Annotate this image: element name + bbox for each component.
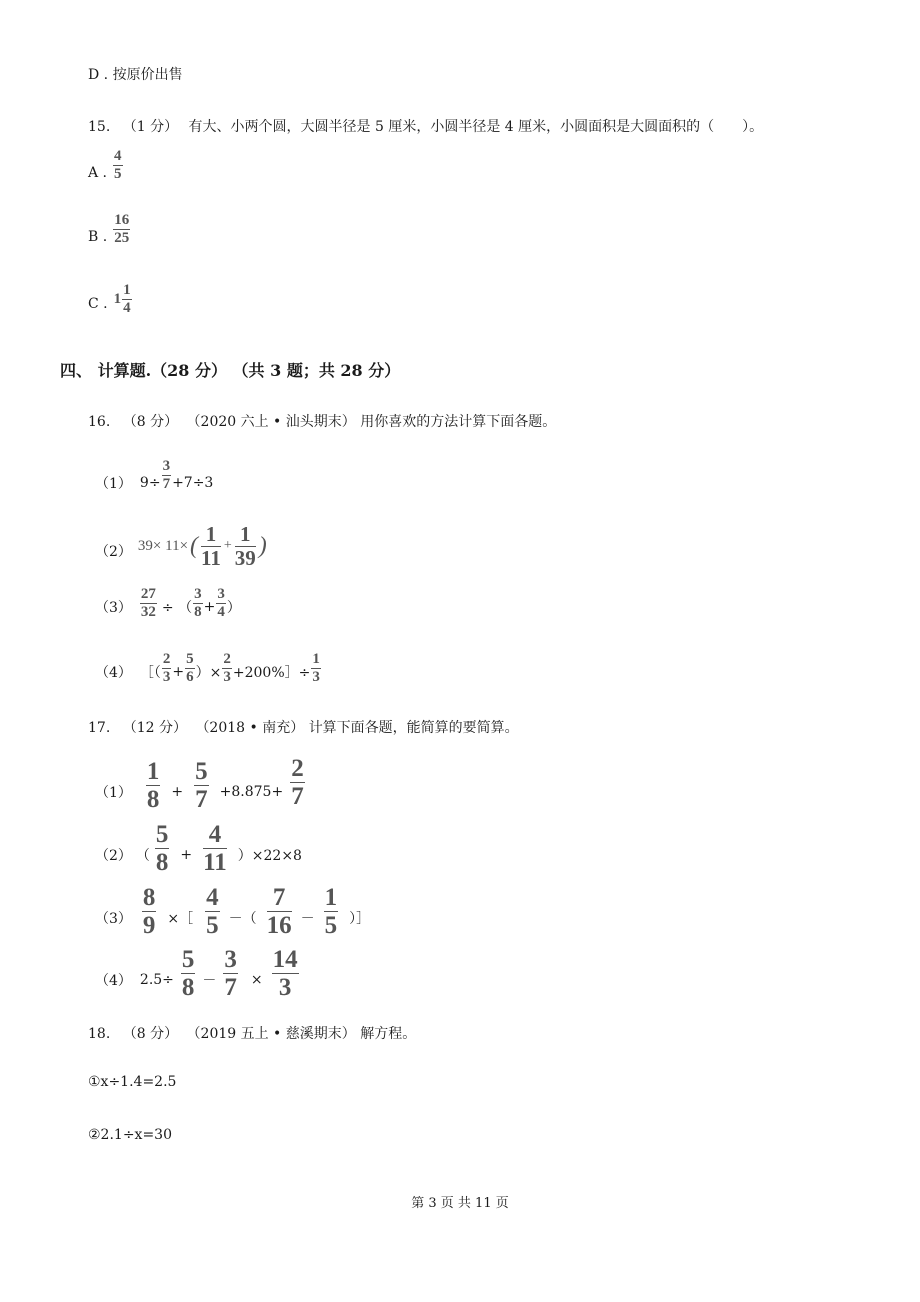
fraction: $\frac{1}{5}$ — [324, 883, 338, 939]
q16-score: （8 分） — [122, 414, 179, 430]
expr-text: +8.875+ — [219, 784, 284, 800]
q18-source: （2019 五上 • 慈溪期末） — [186, 1026, 356, 1042]
fraction: $\frac{4}{11}$ — [203, 820, 227, 876]
part-label: （4） — [95, 973, 132, 989]
fraction: $\frac{3}{7}$ — [224, 945, 237, 1001]
fraction: $\frac{3}{4}$ — [217, 585, 225, 620]
expr-text: ÷ （ — [161, 600, 193, 616]
expr-text: －（ — [228, 911, 257, 927]
q17-text: 计算下面各题，能简算的要简算。 — [308, 720, 519, 736]
section-4-title: 四、 计算题.（28 分） （共 3 题；共 28 分） — [60, 361, 401, 380]
q15-number: 15. — [88, 119, 111, 135]
operator: + — [203, 599, 216, 615]
fraction: $\frac{5}{7}$ — [195, 757, 208, 813]
question-15 — [88, 116, 763, 136]
q17-part-4 — [95, 945, 300, 1001]
q16-text: 用你喜欢的方法计算下面各题。 — [360, 414, 557, 430]
fraction: $\frac{5}{8}$ — [181, 945, 195, 1001]
fraction: $\frac{5}{8}$ — [155, 820, 169, 876]
q16-part-4 — [95, 650, 322, 694]
part-label: （3） — [95, 911, 132, 927]
expr-text: 39× 11× — [137, 537, 189, 554]
fraction: $\frac{1}{39}$ — [234, 521, 256, 570]
q17-score: （12 分） — [122, 720, 187, 736]
fraction: $\frac{7}{16}$ — [266, 883, 292, 939]
fraction: $\frac{2}{7}$ — [291, 754, 304, 810]
q15-option-a[interactable] — [88, 148, 124, 182]
question-17 — [88, 717, 519, 737]
q15-option-b[interactable] — [88, 212, 131, 246]
operator: + — [171, 784, 184, 800]
q17-part-1 — [95, 754, 306, 813]
q16-part-3 — [95, 585, 241, 629]
page-footer: 第 3 页 共 11 页 — [411, 1196, 509, 1211]
operator: + — [180, 847, 193, 863]
part-label: （4） — [95, 665, 132, 681]
fraction: $\frac{16}{25}$ — [114, 212, 130, 246]
part-label: （1） — [95, 785, 132, 801]
q16-part-2 — [95, 518, 269, 574]
q17-part-3 — [95, 883, 371, 939]
fraction: $\frac{1}{4}$ — [123, 282, 131, 316]
paren: ( — [190, 532, 199, 559]
q16-number: 16. — [88, 414, 111, 430]
expr-text: ×［ — [167, 911, 194, 927]
fraction: $\frac{8}{9}$ — [142, 883, 156, 939]
fraction: $\frac{27}{32}$ — [140, 585, 156, 620]
expr-text: +200%］÷ — [232, 665, 311, 681]
fraction: $\frac{4}{5}$ — [206, 883, 219, 939]
fraction: $\frac{1}{3}$ — [312, 650, 320, 685]
fraction: $\frac{2}{3}$ — [223, 650, 231, 685]
part-label: （1） — [95, 476, 132, 492]
q14-option-d: D . 按原价出售 — [88, 67, 183, 83]
part-label: （3） — [95, 600, 132, 616]
q15-text: 有大、小两个圆，大圆半径是 5 厘米，小圆半径是 4 厘米，小圆面积是大圆面积的（ ）。 — [188, 119, 764, 135]
paren: （ — [135, 848, 150, 864]
q16-part-1 — [95, 458, 213, 508]
fraction: $\frac{1}{8}$ — [146, 757, 160, 813]
expr-text: ） — [226, 600, 241, 616]
question-18 — [88, 1023, 416, 1043]
fraction: $\frac{3}{7}$ — [162, 457, 171, 492]
q17-part-2 — [95, 820, 302, 876]
mixed-whole: 1 — [113, 291, 122, 307]
fraction: $\frac{4}{5}$ — [114, 148, 122, 182]
option-label: A . — [88, 164, 108, 181]
part-label: （2） — [95, 848, 132, 864]
q18-equation-1: ①x÷1.4=2.5 — [88, 1074, 177, 1090]
operator: + — [223, 538, 232, 553]
q18-number: 18. — [88, 1026, 111, 1042]
part-label: （2） — [95, 544, 132, 560]
fraction: $\frac{1}{11}$ — [201, 521, 221, 570]
fraction: $\frac{3}{8}$ — [194, 585, 202, 620]
option-label: C . — [88, 295, 108, 312]
q15-option-c[interactable] — [88, 282, 133, 316]
paren: ) — [258, 532, 267, 559]
operator: + — [172, 664, 185, 680]
expr-text: ［（ — [139, 665, 161, 681]
expr-text: +7÷3 — [172, 475, 214, 491]
question-16 — [88, 411, 556, 431]
fraction: $\frac{2}{3}$ — [162, 650, 171, 685]
expr-text: ）× — [195, 665, 222, 681]
fraction: $\frac{14}{3}$ — [272, 945, 298, 1001]
expr-text: 9÷ — [139, 475, 161, 491]
q17-number: 17. — [88, 720, 111, 736]
q15-score: （1 分） — [122, 119, 179, 135]
q18-score: （8 分） — [122, 1026, 179, 1042]
expr-text: ）×22×8 — [237, 848, 302, 864]
operator: － — [300, 911, 315, 927]
q16-source: （2020 六上 • 汕头期末） — [186, 414, 356, 430]
expr-text: ）］ — [349, 911, 371, 927]
q18-equation-2: ②2.1÷x=30 — [88, 1127, 172, 1143]
q18-text: 解方程。 — [360, 1026, 417, 1042]
operator: × — [250, 972, 263, 988]
option-label: B . — [88, 228, 108, 245]
q17-source: （2018 • 南充） — [195, 720, 305, 736]
operator: － — [202, 973, 217, 989]
fraction: $\frac{5}{6}$ — [186, 650, 194, 685]
expr-text: 2.5÷ — [139, 972, 174, 988]
